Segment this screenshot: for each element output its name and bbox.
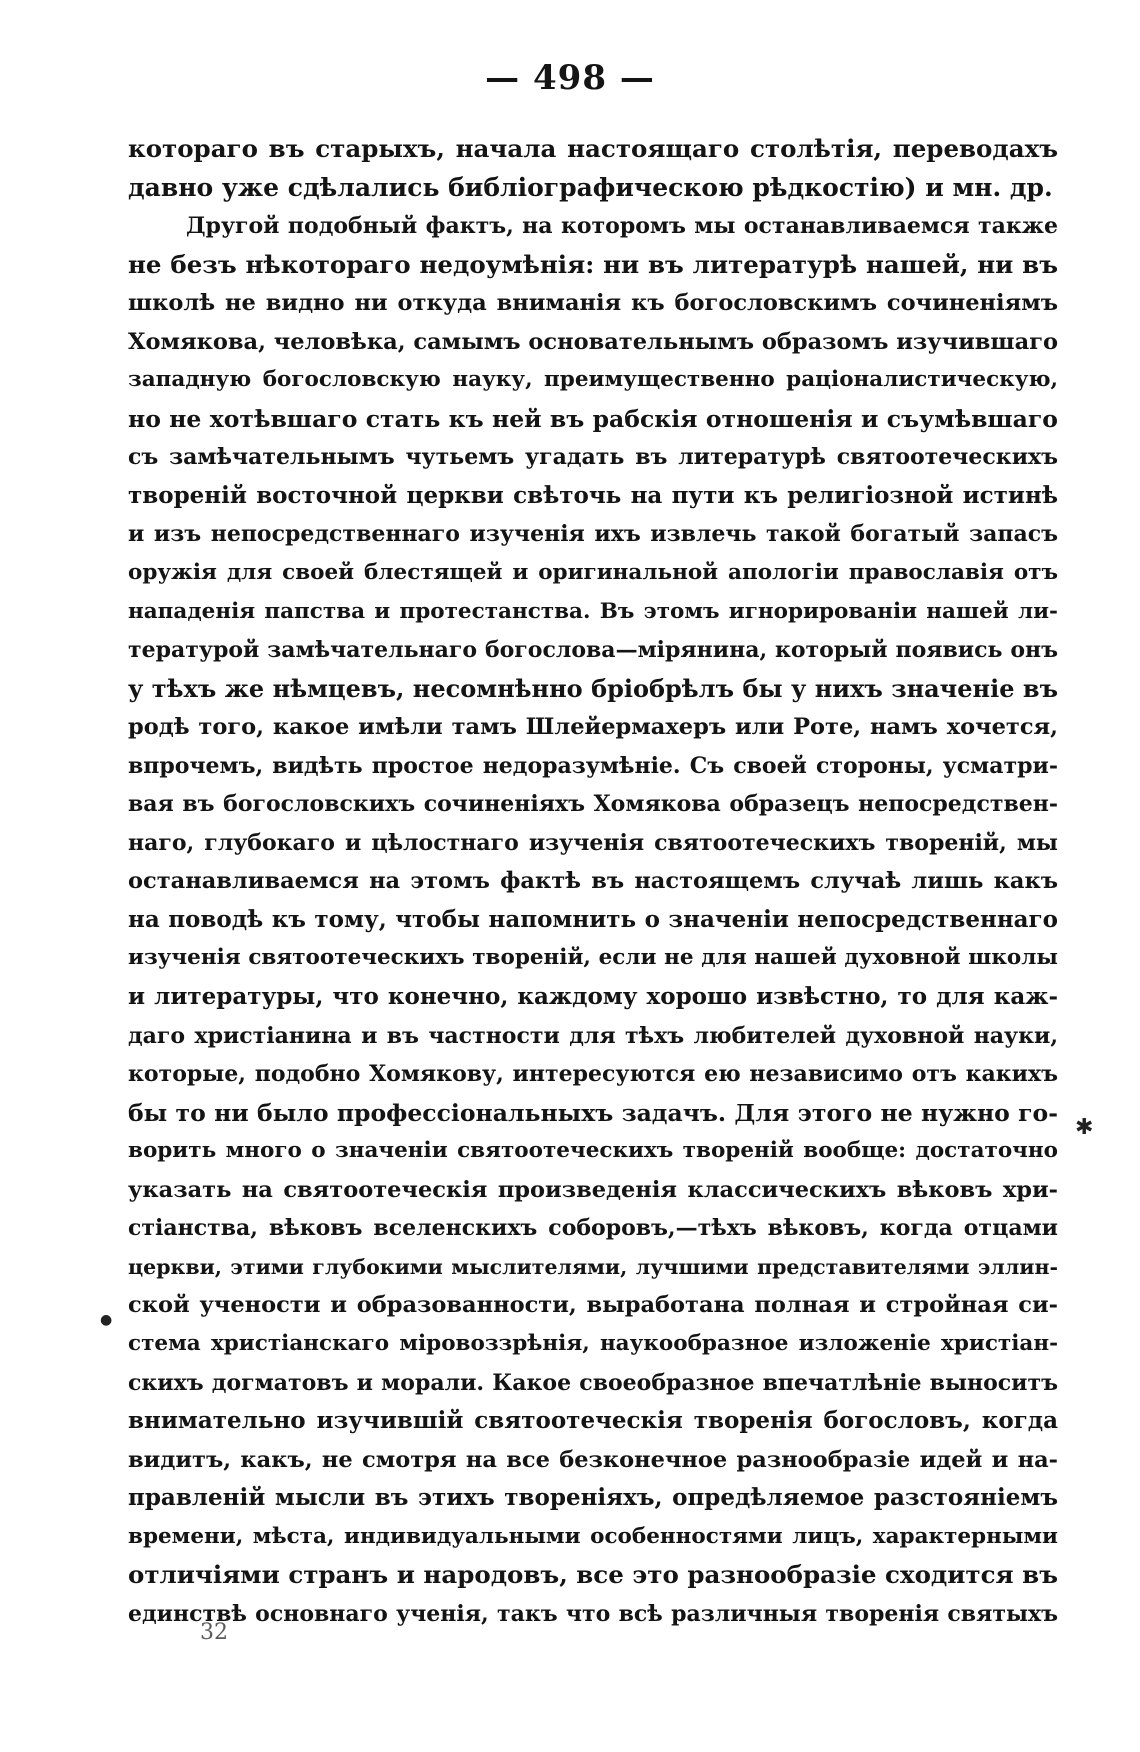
page-number: — 498 —: [485, 58, 655, 98]
body-text: [128, 130, 1058, 1633]
text-line: впрочемъ, видѣть простое недоразумѣніе. Съ своей стороны, усматри-: [128, 752, 1058, 779]
text-line: видитъ, какъ, не смотря на все безконечное разнообразіе идей и на-: [128, 1446, 1058, 1473]
text-line: стіанства, вѣковъ вселенскихъ соборовъ,—тѣхъ вѣковъ, когда отцами: [128, 1215, 1058, 1242]
text-line: скихъ догматовъ и морали. Какое своеобразное впечатлѣніе выноситъ: [128, 1369, 1058, 1396]
text-line: церкви, этими глубокими мыслителями, лучшими представителями эллин-: [128, 1254, 1058, 1279]
text-line: школѣ не видно ни откуда вниманія къ богословскимъ сочиненіямъ: [128, 290, 1058, 317]
text-line: и изъ непосредственнаго изученія ихъ извлечь такой богатый запасъ: [128, 521, 1058, 548]
text-line: ской учености и образованности, выработана полная и стройная си-: [128, 1292, 1058, 1319]
text-line: даго христіанина и въ частности для тѣхъ любителей духовной науки,: [128, 1022, 1058, 1049]
text-line: изученія святоотеческихъ твореній, если не для нашей духовной школы: [128, 945, 1058, 971]
text-line: ворить много о значеніи святоотеческихъ твореній вообще: достаточно: [128, 1138, 1058, 1164]
text-line: тературой замѣчательнаго богослова—мірянина, который появись онъ: [128, 637, 1058, 664]
text-line: западную богословскую науку, преимущественно раціоналистическую,: [128, 367, 1058, 393]
text-line: съ замѣчательнымъ чутьемъ угадать въ литературѣ святоотеческихъ: [128, 444, 1058, 471]
text-line: бы то ни было профессіональныхъ задачъ. Для этого не нужно го-: [128, 1098, 1058, 1127]
margin-ink-spot-icon: ✱: [1075, 1115, 1094, 1140]
text-line: указать на святоотеческія произведенія классическихъ вѣковъ хри-: [128, 1176, 1058, 1203]
margin-dot-icon: ●: [100, 1312, 113, 1328]
paragraph-start-line: Другой подобный фактъ, на которомъ мы останавливаемся также: [186, 213, 1058, 240]
text-line: времени, мѣста, индивидуальными особенностями лицъ, характерными: [128, 1523, 1058, 1549]
text-line: оружія для своей блестящей и оригинальной апологіи православія отъ: [128, 560, 1058, 586]
text-line: правленій мысли въ этихъ твореніяхъ, опредѣляемое разстояніемъ: [128, 1484, 1058, 1512]
text-line: Хомякова, человѣка, самымъ основательнымъ образомъ изучившаго: [128, 328, 1058, 355]
text-line: единствѣ основнаго ученія, такъ что всѣ различныя творенія святыхъ: [128, 1600, 1058, 1627]
text-line: родѣ того, какое имѣли тамъ Шлейермахеръ или Роте, намъ хочется,: [128, 714, 1058, 741]
text-line: наго, глубокаго и цѣлостнаго изученія святоотеческихъ твореній, мы: [128, 829, 1058, 856]
text-line: на поводѣ къ тому, чтобы напомнить о значеніи непосредственнаго: [128, 905, 1058, 933]
printer-signature-mark: 32: [200, 1620, 228, 1645]
text-line: котораго въ старыхъ, начала настоящаго столѣтія, переводахъ: [128, 134, 1058, 163]
text-line: твореній восточной церкви свѣточь на пути къ религіозной истинѣ: [128, 481, 1058, 509]
text-line: нападенія папства и протестанства. Въ этомъ игнорированіи нашей ли-: [128, 598, 1058, 624]
text-line: давно уже сдѣлались библіографическою рѣдкостію) и мн. др.: [128, 172, 1053, 202]
text-line: стема христіанскаго міровоззрѣнія, наукообразное изложеніе христіан-: [128, 1330, 1058, 1356]
text-line: и литературы, что конечно, каждому хорошо извѣстно, то для каж-: [128, 983, 1058, 1011]
text-line: отличіями странъ и народовъ, все это разнообразіе сходится въ: [128, 1560, 1058, 1590]
text-line: у тѣхъ же нѣмцевъ, несомнѣнно бріобрѣлъ бы у нихъ значеніе въ: [128, 673, 1058, 703]
text-line: останавливаемся на этомъ фактѣ въ настоящемъ случаѣ лишь какъ: [128, 868, 1058, 895]
text-line: вая въ богословскихъ сочиненіяхъ Хомякова образецъ непосредствен-: [128, 791, 1058, 818]
text-line: но не хотѣвшаго стать къ ней въ рабскія отношенія и съумѣвшаго: [128, 404, 1058, 433]
text-line: которые, подобно Хомякову, интересуются ею независимо отъ какихъ: [128, 1061, 1058, 1088]
text-line: не безъ нѣкотораго недоумѣнія: ни въ литературѣ нашей, ни въ: [128, 249, 1058, 279]
text-line: внимательно изучившій святоотеческія творенія богословъ, когда: [128, 1407, 1058, 1435]
